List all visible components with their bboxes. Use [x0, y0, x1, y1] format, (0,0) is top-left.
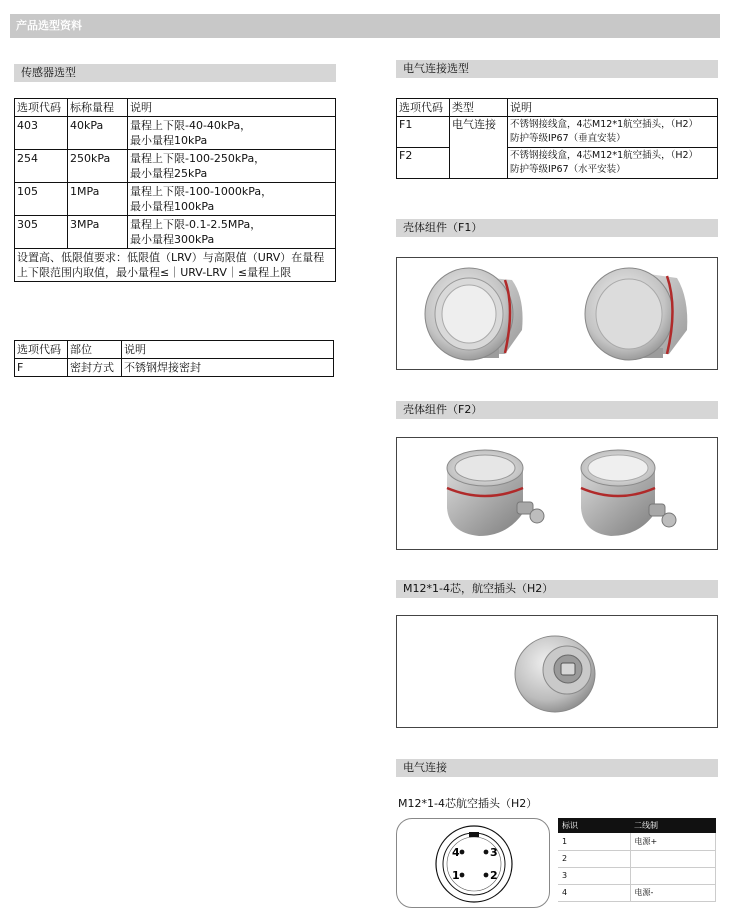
cell-code: F2	[397, 148, 450, 179]
housing-f2-image	[396, 437, 718, 550]
cell-range: 1MPa	[68, 183, 128, 216]
header-desc: 说明	[508, 99, 718, 117]
desc-line: 量程上下限-100-1000kPa，	[130, 185, 273, 198]
cell-id: 2	[558, 850, 630, 867]
cell-code: F1	[397, 117, 450, 148]
table-header-row	[15, 341, 334, 359]
cell-id: 4	[558, 884, 630, 901]
desc-line: 最小量程25kPa	[130, 167, 208, 180]
cell-val	[630, 850, 716, 867]
housing-f2-title: 壳体组件（F2）	[396, 401, 718, 419]
sensor-section-title: 传感器选型	[14, 64, 336, 82]
electrical-section-title: 电气连接选型	[396, 60, 718, 78]
cell-id: 1	[558, 833, 630, 850]
header-desc: 说明	[128, 99, 336, 117]
cell-desc	[508, 148, 718, 179]
wiring-subtitle: M12*1-4芯航空插头（H2）	[398, 797, 538, 810]
header-type: 类型	[450, 99, 508, 117]
cell-desc	[128, 216, 336, 249]
cell-part: 密封方式	[68, 359, 122, 377]
table-row	[15, 150, 336, 183]
cell-range: 3MPa	[68, 216, 128, 249]
desc-line: 防护等级IP67（水平安装）	[510, 164, 626, 175]
header-part: 部位	[68, 341, 122, 359]
cell-val: 电源+	[630, 833, 716, 850]
table-row	[15, 359, 334, 377]
housing-f1-open-unit	[425, 268, 523, 360]
pin-4	[460, 850, 465, 855]
table-note-row	[15, 249, 336, 282]
cell-code: F	[15, 359, 68, 377]
m12-connector	[515, 636, 595, 712]
connector-image	[396, 615, 718, 728]
header-two-wire: 二线制	[630, 818, 716, 833]
pin-diagram	[396, 818, 550, 908]
header-id: 标识	[558, 818, 630, 833]
housing-f1-closed-unit	[585, 268, 687, 360]
housing-f2-closed-unit	[581, 450, 676, 536]
desc-line: 量程上下限-40-40kPa，	[130, 119, 252, 132]
housing-f1-image	[396, 257, 718, 370]
table-row	[15, 183, 336, 216]
cell-range: 250kPa	[68, 150, 128, 183]
cell-range: 40kPa	[68, 117, 128, 150]
cell-id: 3	[558, 867, 630, 884]
header-code: 选项代码	[397, 99, 450, 117]
housing-f1-illustration	[397, 258, 718, 370]
range-note: 设置高、低限值要求：低限值（LRV）与高限值（URV）在量程上下限范围内取值，最小量程≤｜URV-LRV｜≤量程上限	[15, 249, 336, 282]
header-code: 选项代码	[15, 99, 68, 117]
cell-val: 电源-	[630, 884, 716, 901]
seal-table	[14, 340, 334, 377]
cell-desc	[508, 117, 718, 148]
pin-3	[484, 850, 489, 855]
table-row	[558, 867, 716, 884]
desc-line: 不锈钢接线盒，4芯M12*1航空插头，（H2）	[510, 150, 699, 161]
cell-val	[630, 867, 716, 884]
page-banner: 产品选型资料	[10, 14, 720, 38]
cell-desc	[128, 150, 336, 183]
pin-1	[460, 873, 465, 878]
housing-f1-title: 壳体组件（F1）	[396, 219, 718, 237]
electrical-table	[396, 98, 718, 179]
pin-table	[558, 818, 716, 902]
table-row	[558, 884, 716, 901]
connector-illustration	[397, 616, 718, 728]
table-header-row	[15, 99, 336, 117]
table-row	[397, 148, 718, 179]
desc-line: 防护等级IP67（垂直安装）	[510, 133, 626, 144]
header-code: 选项代码	[15, 341, 68, 359]
housing-f2-illustration	[397, 438, 718, 550]
cell-code: 254	[15, 150, 68, 183]
table-header-row	[397, 99, 718, 117]
pin-label: 1	[452, 869, 460, 882]
pin-label: 4	[452, 846, 460, 859]
cell-desc	[128, 183, 336, 216]
desc-line: 量程上下限-0.1-2.5MPa，	[130, 218, 262, 231]
sensor-table	[14, 98, 336, 282]
wiring-title: 电气连接	[396, 759, 718, 777]
cell-type: 电气连接	[450, 117, 508, 179]
desc-line: 量程上下限-100-250kPa，	[130, 152, 266, 165]
cell-code: 305	[15, 216, 68, 249]
cell-code: 105	[15, 183, 68, 216]
desc-line: 不锈钢接线盒，4芯M12*1航空插头，（H2）	[510, 119, 699, 130]
desc-line: 最小量程100kPa	[130, 200, 215, 213]
desc-line: 最小量程10kPa	[130, 134, 208, 147]
table-header-row	[558, 818, 716, 833]
desc-line: 最小量程300kPa	[130, 233, 215, 246]
table-row	[558, 833, 716, 850]
header-range: 标称量程	[68, 99, 128, 117]
table-row	[15, 216, 336, 249]
connector-title: M12*1-4芯，航空插头（H2）	[396, 580, 718, 598]
header-desc: 说明	[122, 341, 334, 359]
table-row	[558, 850, 716, 867]
pin-2	[484, 873, 489, 878]
housing-f2-open-unit	[447, 450, 544, 536]
cell-code: 403	[15, 117, 68, 150]
table-row	[397, 117, 718, 148]
pin-label: 3	[490, 846, 498, 859]
pin-diagram-svg	[397, 819, 550, 908]
cell-desc: 不锈钢焊接密封	[122, 359, 334, 377]
table-row	[15, 117, 336, 150]
cell-desc	[128, 117, 336, 150]
pin-label: 2	[490, 869, 498, 882]
